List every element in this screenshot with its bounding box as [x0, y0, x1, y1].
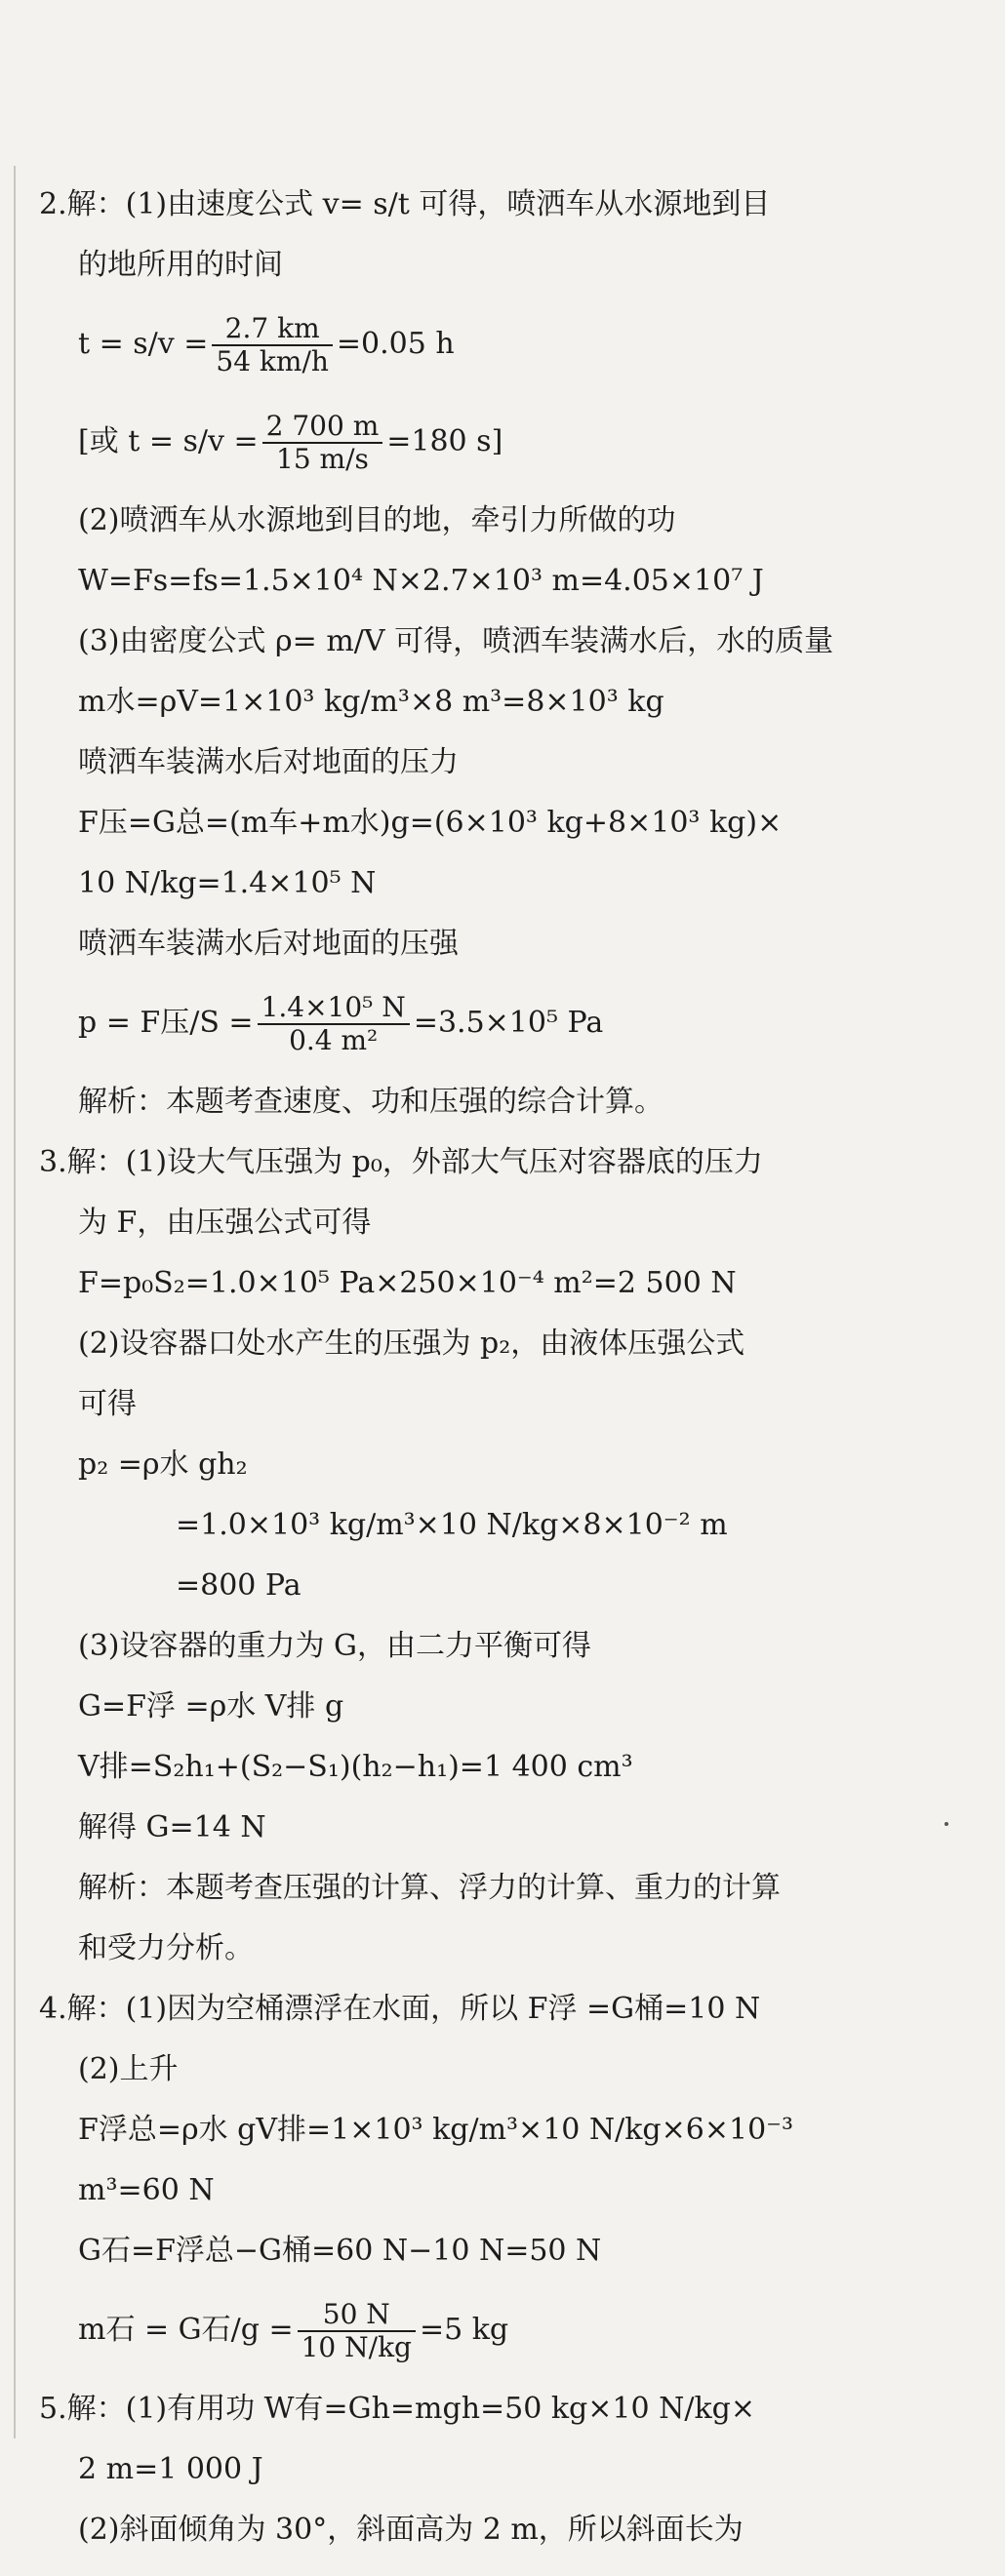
fraction-equation-line: [39, 2292, 976, 2368]
line-text: F=p₀S₂=1.0×10⁵ Pa×250×10⁻⁴ m²=2 500 N: [78, 1266, 737, 1300]
line-text: =1.0×10³ kg/m³×10 N/kg×8×10⁻² m: [176, 1508, 728, 1542]
text-line: [39, 1143, 976, 1182]
text-line: [39, 1808, 976, 1847]
solution-text: [39, 185, 976, 2571]
line-text: 10 N/kg=1.4×10⁵ N: [78, 866, 377, 900]
denominator: 15 m/s: [276, 443, 369, 475]
line-text: 和受力分析。: [78, 1931, 254, 1965]
fraction: [298, 2299, 416, 2363]
equation-result: =180 s]: [386, 424, 503, 458]
text-line: [39, 1627, 976, 1666]
text-line: [39, 1083, 976, 1122]
text-line: [39, 2511, 976, 2550]
text-line: [39, 2450, 976, 2489]
equation-result: =5 kg: [419, 2313, 509, 2347]
line-text: F压=G总=(m车+m水)g=(6×10³ kg+8×10³ kg)×: [78, 806, 783, 840]
line-text: p₂ =ρ水 gh₂: [78, 1447, 248, 1482]
numerator: 50 N: [298, 2299, 416, 2332]
line-text: 2.解：(1)由速度公式 v= s/t 可得，喷洒车从水源地到目: [39, 187, 771, 221]
text-line: [39, 864, 976, 903]
line-text: (2)设容器口处水产生的压强为 p₂，由液体压强公式: [78, 1327, 745, 1361]
text-line: [39, 622, 976, 661]
line-text: 4.解：(1)因为空桶漂浮在水面，所以 F浮 =G桶=10 N: [39, 1992, 761, 2026]
text-line: [39, 246, 976, 285]
equation-result: =3.5×10⁵ Pa: [413, 1006, 604, 1040]
line-text: 3.解：(1)设大气压强为 p₀，外部大气压对容器底的压力: [39, 1145, 763, 1179]
equation-prefix: p = F压/S =: [78, 1006, 254, 1040]
line-text: 为 F，由压强公式可得: [78, 1206, 372, 1240]
line-text: 2 m=1 000 J: [78, 2452, 263, 2486]
equation-prefix: m石 = G石/g =: [78, 2313, 294, 2347]
line-text: 喷洒车装满水后对地面的压强: [78, 927, 459, 961]
equation-result: =0.05 h: [336, 327, 455, 361]
text-line: [39, 185, 976, 224]
text-line: [39, 562, 976, 601]
line-text: 解析：本题考查速度、功和压强的综合计算。: [78, 1085, 663, 1119]
fraction-equation-line: [39, 404, 976, 480]
line-text: (3)由密度公式 ρ= m/V 可得，喷洒车装满水后，水的质量: [78, 624, 834, 658]
margin-rule: [14, 166, 16, 2438]
text-line: [39, 2232, 976, 2271]
denominator: 54 km/h: [216, 345, 329, 377]
text-line: [39, 1506, 976, 1545]
fraction-equation-line: [39, 985, 976, 1061]
line-text: 解得 G=14 N: [78, 1810, 266, 1844]
text-line: [39, 925, 976, 964]
equation-prefix: [或 t = s/v =: [78, 424, 259, 458]
numerator: 2 700 m: [262, 411, 383, 444]
fraction: [212, 313, 333, 377]
text-line: [39, 1990, 976, 2029]
text-line: [39, 1566, 976, 1605]
equation-prefix: t = s/v =: [78, 327, 209, 361]
fraction: [258, 992, 410, 1056]
text-line: [39, 1264, 976, 1303]
line-text: (3)设容器的重力为 G，由二力平衡可得: [78, 1629, 591, 1663]
line-text: (2)喷洒车从水源地到目的地，牵引力所做的功: [78, 503, 676, 537]
line-text: m水=ρV=1×10³ kg/m³×8 m³=8×10³ kg: [78, 685, 664, 719]
line-text: F浮总=ρ水 gV排=1×10³ kg/m³×10 N/kg×6×10⁻³: [78, 2113, 794, 2147]
text-line: [39, 743, 976, 782]
text-line: [39, 2111, 976, 2150]
denominator: 10 N/kg: [301, 2331, 412, 2363]
text-line: [39, 683, 976, 722]
line-text: (2)上升: [78, 2052, 179, 2086]
line-text: 可得: [78, 1387, 137, 1421]
text-line: [39, 2050, 976, 2089]
line-text: (2)斜面倾角为 30°，斜面高为 2 m，所以斜面长为: [78, 2513, 744, 2547]
line-text: 5.解：(1)有用功 W有=Gh=mgh=50 kg×10 N/kg×: [39, 2392, 755, 2426]
text-line: [39, 1748, 976, 1787]
text-line: [39, 1687, 976, 1726]
line-text: 的地所用的时间: [78, 248, 283, 282]
numerator: 1.4×10⁵ N: [258, 992, 410, 1025]
line-text: 解析：本题考查压强的计算、浮力的计算、重力的计算: [78, 1871, 781, 1905]
line-text: 喷洒车装满水后对地面的压力: [78, 745, 459, 779]
text-line: [39, 1929, 976, 1968]
text-line: [39, 1325, 976, 1364]
text-line: [39, 804, 976, 843]
line-text: =800 Pa: [176, 1568, 302, 1603]
denominator: 0.4 m²: [289, 1024, 379, 1056]
text-line: [39, 501, 976, 540]
text-line: [39, 2390, 976, 2429]
text-line: [39, 1869, 976, 1908]
text-line: [39, 2171, 976, 2210]
fraction: [262, 411, 383, 475]
text-line: [39, 1385, 976, 1424]
text-line: [39, 1446, 976, 1485]
fraction-equation-line: [39, 306, 976, 382]
line-text: G=F浮 =ρ水 V排 g: [78, 1689, 344, 1724]
text-line: [39, 1204, 976, 1243]
line-text: V排=S₂h₁+(S₂−S₁)(h₂−h₁)=1 400 cm³: [78, 1750, 633, 1784]
line-text: W=Fs=fs=1.5×10⁴ N×2.7×10³ m=4.05×10⁷ J: [78, 564, 764, 598]
line-text: m³=60 N: [78, 2173, 215, 2207]
line-text: G石=F浮总−G桶=60 N−10 N=50 N: [78, 2234, 602, 2268]
numerator: 2.7 km: [212, 313, 333, 346]
